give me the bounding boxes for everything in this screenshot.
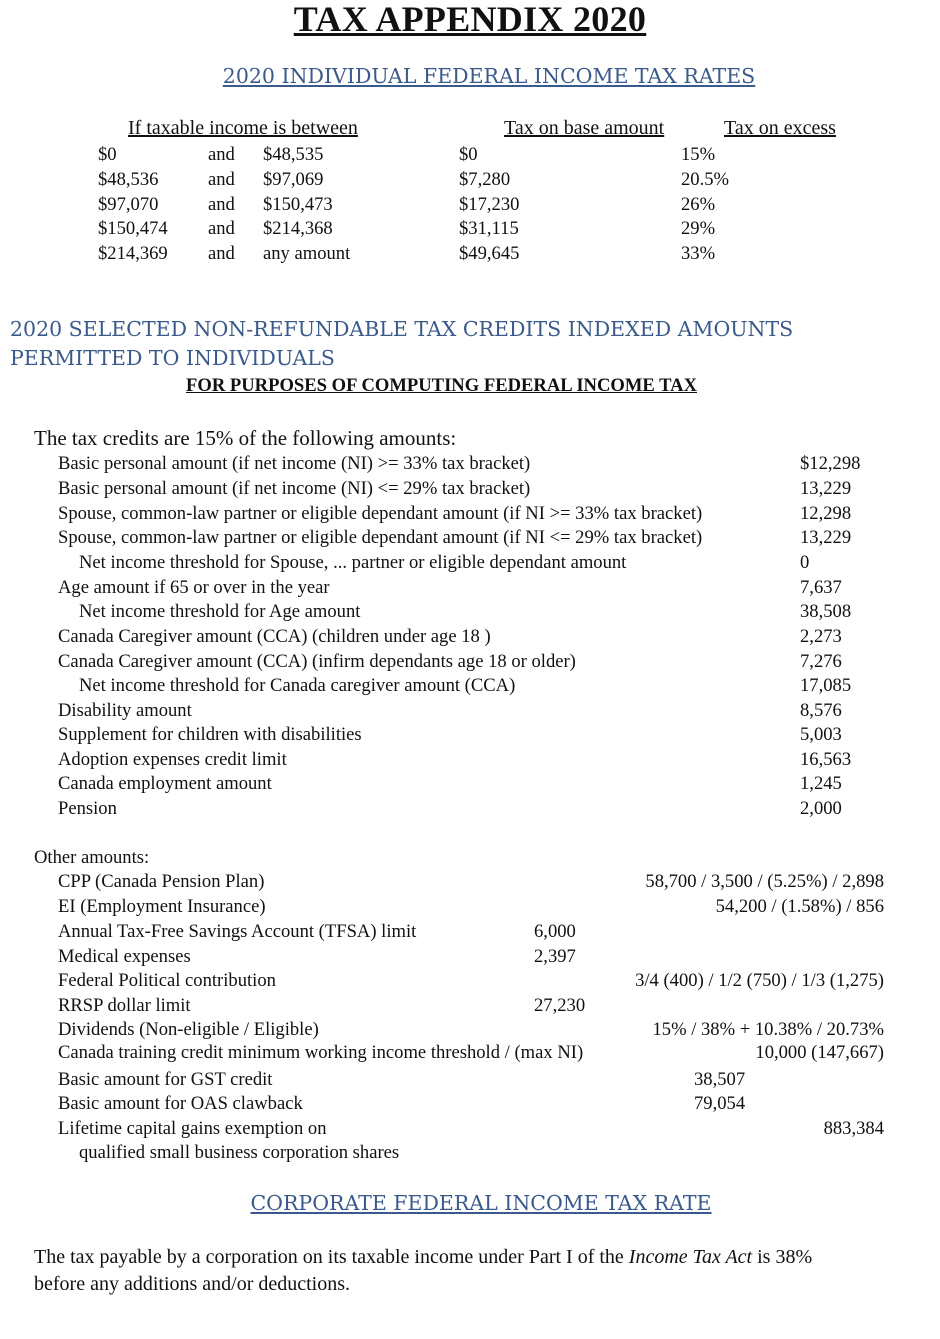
credit-label: Canada Caregiver amount (CCA) (infirm dependants age 18 or older) <box>58 651 576 672</box>
training-label: Canada training credit minimum working income threshold / (max NI) <box>58 1042 584 1063</box>
tfsa-value: 6,000 <box>534 921 576 942</box>
credit-value: 1,245 <box>800 773 842 794</box>
oas-value: 79,054 <box>694 1093 746 1114</box>
income-low: $97,070 <box>98 194 159 215</box>
medical-label: Medical expenses <box>58 946 191 967</box>
income-low: $0 <box>98 144 117 165</box>
credit-label: Adoption expenses credit limit <box>58 749 287 770</box>
tax-base: $31,115 <box>459 218 519 239</box>
page-title: TAX APPENDIX 2020 <box>293 0 647 39</box>
other-heading: Other amounts: <box>34 847 150 868</box>
header-taxable-income: If taxable income is between <box>128 117 358 139</box>
oas-label: Basic amount for OAS clawback <box>58 1093 303 1114</box>
credit-value: 13,229 <box>800 527 852 548</box>
corp-text-part1: The tax payable by a corporation on its taxable income under Part I of the <box>34 1246 629 1268</box>
tax-base: $0 <box>459 144 478 165</box>
cpp-value: 58,700 / 3,500 / (5.25%) / 2,898 <box>645 871 884 892</box>
credit-label: Basic personal amount (if net income (NI) >= 33% tax bracket) <box>58 453 531 474</box>
income-low: $48,536 <box>98 169 159 190</box>
tax-excess: 26% <box>681 194 716 215</box>
credit-value: 2,000 <box>800 798 842 819</box>
and-word: and <box>208 243 235 264</box>
credit-value: 7,276 <box>800 651 842 672</box>
credits-subheading: FOR PURPOSES OF COMPUTING FEDERAL INCOME TAX <box>186 375 698 396</box>
rrsp-label: RRSP dollar limit <box>58 995 191 1016</box>
and-word: and <box>208 144 235 165</box>
corp-text-italic: Income Tax Act <box>628 1246 753 1268</box>
income-high: any amount <box>263 243 351 264</box>
gst-value: 38,507 <box>694 1069 746 1090</box>
and-word: and <box>208 194 235 215</box>
gst-label: Basic amount for GST credit <box>58 1069 273 1090</box>
credit-value: 38,508 <box>800 601 852 622</box>
income-high: $150,473 <box>263 194 333 215</box>
credit-value: 12,298 <box>800 503 852 524</box>
rates-heading: 2020 INDIVIDUAL FEDERAL INCOME TAX RATES <box>222 64 756 88</box>
tax-base: $17,230 <box>459 194 520 215</box>
income-low: $214,369 <box>98 243 168 264</box>
dividends-label: Dividends (Non-eligible / Eligible) <box>58 1019 319 1040</box>
income-high: $48,535 <box>263 144 324 165</box>
credit-label: Spouse, common-law partner or eligible dependant amount (if NI >= 33% tax bracket) <box>58 503 703 524</box>
and-word: and <box>208 169 235 190</box>
credit-value: 5,003 <box>800 724 842 745</box>
credit-value: 7,637 <box>800 577 842 598</box>
credit-label: Canada Caregiver amount (CCA) (children under age 18 ) <box>58 626 491 647</box>
credit-value: 13,229 <box>800 478 852 499</box>
credit-label: Pension <box>58 798 117 819</box>
credit-value: 0 <box>800 552 810 573</box>
political-label: Federal Political contribution <box>58 970 276 991</box>
corp-text-line2: before any additions and/or deductions. <box>34 1273 351 1295</box>
tax-base: $7,280 <box>459 169 511 190</box>
credit-value: 17,085 <box>800 675 852 696</box>
tax-excess: 15% <box>681 144 716 165</box>
income-low: $150,474 <box>98 218 168 239</box>
header-tax-on-excess: Tax on excess <box>724 117 836 139</box>
lcge-label-line2: qualified small business corporation shares <box>79 1142 400 1163</box>
corp-text-part2: is 38% <box>752 1246 813 1268</box>
credit-label: Net income threshold for Canada caregiver amount (CCA) <box>79 675 516 696</box>
medical-value: 2,397 <box>534 946 576 967</box>
credit-value: 8,576 <box>800 700 842 721</box>
tax-excess: 20.5% <box>681 169 730 190</box>
credit-value: 2,273 <box>800 626 842 647</box>
ei-label: EI (Employment Insurance) <box>58 896 266 917</box>
tax-base: $49,645 <box>459 243 520 264</box>
corp-text-line1 <box>34 1246 812 1269</box>
credits-heading-line1: 2020 SELECTED NON-REFUNDABLE TAX CREDITS INDEXED AMOUNTS <box>10 317 794 341</box>
lcge-label-line1: Lifetime capital gains exemption on <box>58 1118 327 1139</box>
credit-label: Basic personal amount (if net income (NI) <= 29% tax bracket) <box>58 478 531 499</box>
training-value: 10,000 (147,667) <box>755 1042 884 1063</box>
and-word: and <box>208 218 235 239</box>
header-tax-on-base: Tax on base amount <box>504 117 665 139</box>
credit-label: Disability amount <box>58 700 192 721</box>
political-value: 3/4 (400) / 1/2 (750) / 1/3 (1,275) <box>635 970 884 991</box>
lcge-value: 883,384 <box>823 1118 884 1139</box>
credit-label: Canada employment amount <box>58 773 272 794</box>
credit-label: Net income threshold for Age amount <box>79 601 361 622</box>
credits-heading-line2: PERMITTED TO INDIVIDUALS <box>10 346 335 370</box>
corp-heading: CORPORATE FEDERAL INCOME TAX RATE <box>250 1191 712 1215</box>
credit-value: 16,563 <box>800 749 852 770</box>
tax-excess: 29% <box>681 218 716 239</box>
income-high: $97,069 <box>263 169 324 190</box>
tfsa-label: Annual Tax-Free Savings Account (TFSA) limit <box>58 921 417 942</box>
credit-label: Age amount if 65 or over in the year <box>58 577 330 598</box>
credit-label: Supplement for children with disabilities <box>58 724 362 745</box>
dividends-value: 15% / 38% + 10.38% / 20.73% <box>652 1019 884 1040</box>
rrsp-value: 27,230 <box>534 995 586 1016</box>
tax-excess: 33% <box>681 243 716 264</box>
credit-label: Spouse, common-law partner or eligible dependant amount (if NI <= 29% tax bracket) <box>58 527 703 548</box>
ei-value: 54,200 / (1.58%) / 856 <box>715 896 884 917</box>
credits-intro: The tax credits are 15% of the following amounts: <box>34 426 457 450</box>
income-high: $214,368 <box>263 218 333 239</box>
credit-value: $12,298 <box>800 453 861 474</box>
cpp-label: CPP (Canada Pension Plan) <box>58 871 265 892</box>
credit-label: Net income threshold for Spouse, ... partner or eligible dependant amount <box>79 552 627 573</box>
